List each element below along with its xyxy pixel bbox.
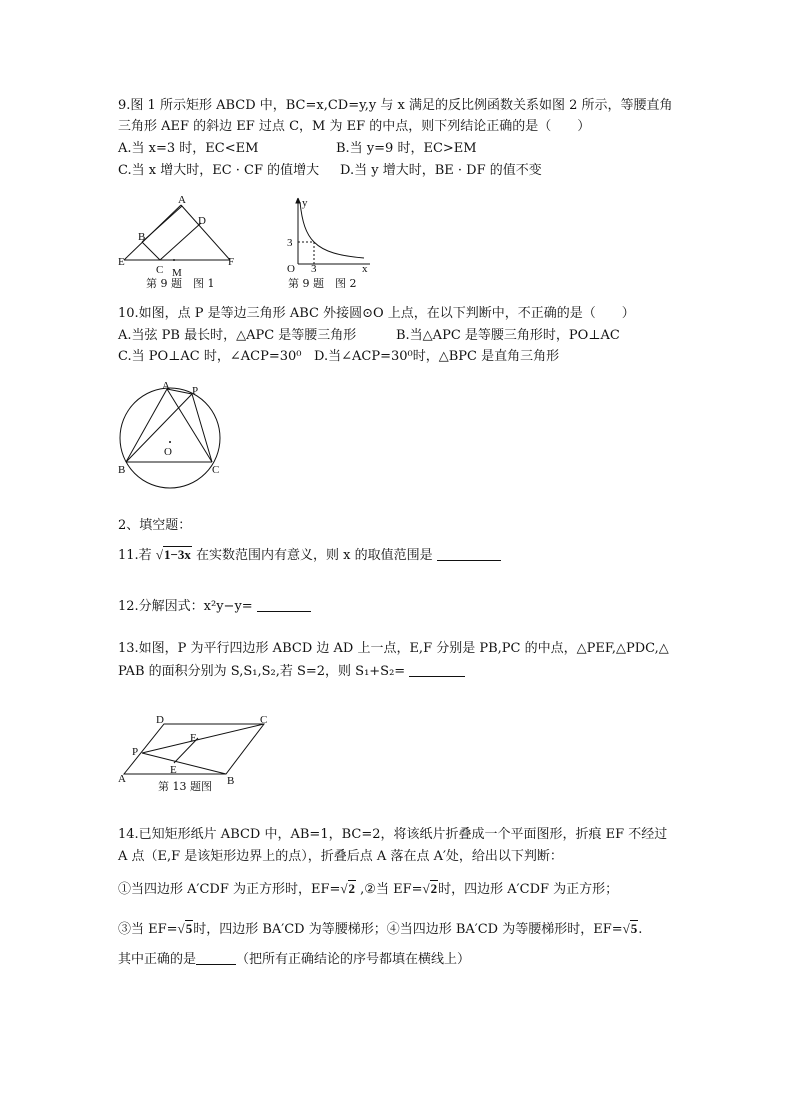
q14-s4-tail: .: [638, 922, 643, 937]
q9-option-b: B.当 y=9 时，EC>EM: [336, 141, 477, 156]
q13-label-c: C: [260, 714, 268, 726]
q13-label-p: P: [132, 746, 139, 758]
q13-stem-line1: 13.如图，P 为平行四边形 ABCD 边 AD 上一点，E,F 分别是 PB,PC 的中点，△PEF,△PDC,△: [118, 641, 669, 656]
q14-sqrt2-b: √2: [422, 881, 438, 896]
fig2-y-label: y: [302, 197, 308, 209]
q13-answer-blank[interactable]: [409, 662, 465, 677]
q14-answer-line: [118, 950, 470, 969]
q14-stem-line2: A 点（E,F 是该矩形边界上的点），折叠后点 A 落在点 A′处，给出以下判断：: [118, 849, 563, 864]
q14-s1-text: ①当四边形 A′CDF 为正方形时，EF=: [118, 882, 341, 897]
q10-label-c: C: [212, 464, 220, 476]
q10-label-b: B: [118, 464, 126, 476]
q14-statement-3-4: [118, 920, 642, 939]
q9-option-d: D.当 y 增大时，BE · DF 的值不变: [340, 163, 542, 178]
q14-s2-tail: 时，四边形 A′CDF 为正方形；: [438, 882, 619, 897]
fig2-tick-y: 3: [287, 237, 293, 249]
fig1-label-m: M: [172, 267, 182, 279]
q11-radical: √1−3x: [155, 547, 191, 562]
q14-sqrt5-b: √5: [622, 921, 638, 936]
fig1-label-a: A: [178, 194, 186, 206]
q13-caption: 第 13 题图: [158, 780, 212, 793]
fig1-label-e: E: [118, 256, 125, 268]
q10-label-p: P: [192, 385, 199, 397]
q13-line2-text: PAB 的面积分别为 S,S₁,S₂,若 S=2，则 S₁+S₂=: [118, 664, 406, 679]
fig2-origin-label: O: [287, 263, 295, 275]
q10-option-a: A.当弦 PB 最长时，△APC 是等腰三角形: [118, 328, 357, 343]
q12-text: 12.分解因式：x²y−y=: [118, 599, 253, 614]
q11: [118, 546, 501, 565]
q10-figure: [112, 380, 232, 500]
q11-answer-blank[interactable]: [437, 546, 501, 561]
fig1-caption: 第 9 题 图 1: [146, 277, 215, 290]
fig1-label-d: D: [198, 215, 206, 227]
q11-prefix: 11.若: [118, 548, 152, 563]
q14-s2-text: ,②当 EF=: [356, 882, 423, 897]
q9-figure-2: [280, 192, 380, 288]
q13-label-d: D: [156, 714, 164, 726]
q13-label-b: B: [227, 775, 235, 787]
q14-sqrt5-a: √5: [177, 921, 193, 936]
q9-option-c: C.当 x 增大时，EC · CF 的值增大: [118, 163, 320, 178]
q10-label-a: A: [162, 380, 170, 392]
fig1-label-b: B: [138, 231, 146, 243]
q14-answer-prefix: 其中正确的是: [118, 952, 197, 967]
q12-answer-blank[interactable]: [257, 597, 311, 612]
q9-stem-line2: 三角形 AEF 的斜边 EF 过点 C，M 为 EF 的中点，则下列结论正确的是（ ）: [118, 119, 591, 134]
q14-s4-text: 时，四边形 BA′CD 为等腰梯形；④当四边形 BA′CD 为等腰梯形时，EF=: [193, 922, 623, 937]
fig1-label-f: F: [228, 256, 235, 268]
q11-radicand: 1−3x: [163, 547, 191, 562]
fig2-caption: 第 9 题 图 2: [288, 277, 357, 288]
q13-label-e: E: [170, 764, 177, 776]
q13-label-f: F: [190, 732, 197, 744]
section-heading: 2、填空题：: [118, 518, 192, 533]
q10-option-c: C.当 PO⊥AC 时，∠ACP=30⁰: [118, 349, 302, 364]
q14-answer-blank[interactable]: [196, 950, 236, 965]
q10-stem: 10.如图，点 P 是等边三角形 ABC 外接圆⊙O 上点，在以下判断中，不正确的是（ ）: [118, 306, 635, 321]
fig2-tick-x: 3: [311, 263, 317, 275]
q13-figure: [112, 708, 282, 794]
q10-option-b: B.当△APC 是等腰三角形时，PO⊥AC: [396, 328, 620, 343]
fig1-label-c: C: [156, 264, 164, 276]
q9-stem-line1: 9.图 1 所示矩形 ABCD 中，BC=x,CD=y,y 与 x 满足的反比例函数关系如图 2 所示，等腰直角: [118, 98, 673, 113]
q12: [118, 597, 311, 616]
q13-stem-line2: [118, 662, 465, 681]
fig2-x-label: x: [362, 263, 368, 275]
q14-stem-line1: 14.已知矩形纸片 ABCD 中，AB=1，BC=2，将该纸片折叠成一个平面图形，折痕 EF 不经过: [118, 827, 668, 842]
q14-s3-text: ③当 EF=: [118, 922, 178, 937]
q14-statement-1-2: [118, 880, 618, 899]
q10-option-d: D.当∠ACP=30⁰时，△BPC 是直角三角形: [314, 349, 560, 364]
q11-suffix: 在实数范围内有意义，则 x 的取值范围是: [196, 548, 433, 563]
q14-answer-suffix: （把所有正确结论的序号都填在横线上）: [236, 952, 471, 967]
q9-figure-1: [112, 190, 262, 290]
q14-sqrt2-a: √2: [340, 881, 356, 896]
q13-label-a: A: [118, 773, 126, 785]
q9-option-a: A.当 x=3 时，EC<EM: [118, 141, 259, 156]
q10-label-o: O: [164, 446, 172, 458]
